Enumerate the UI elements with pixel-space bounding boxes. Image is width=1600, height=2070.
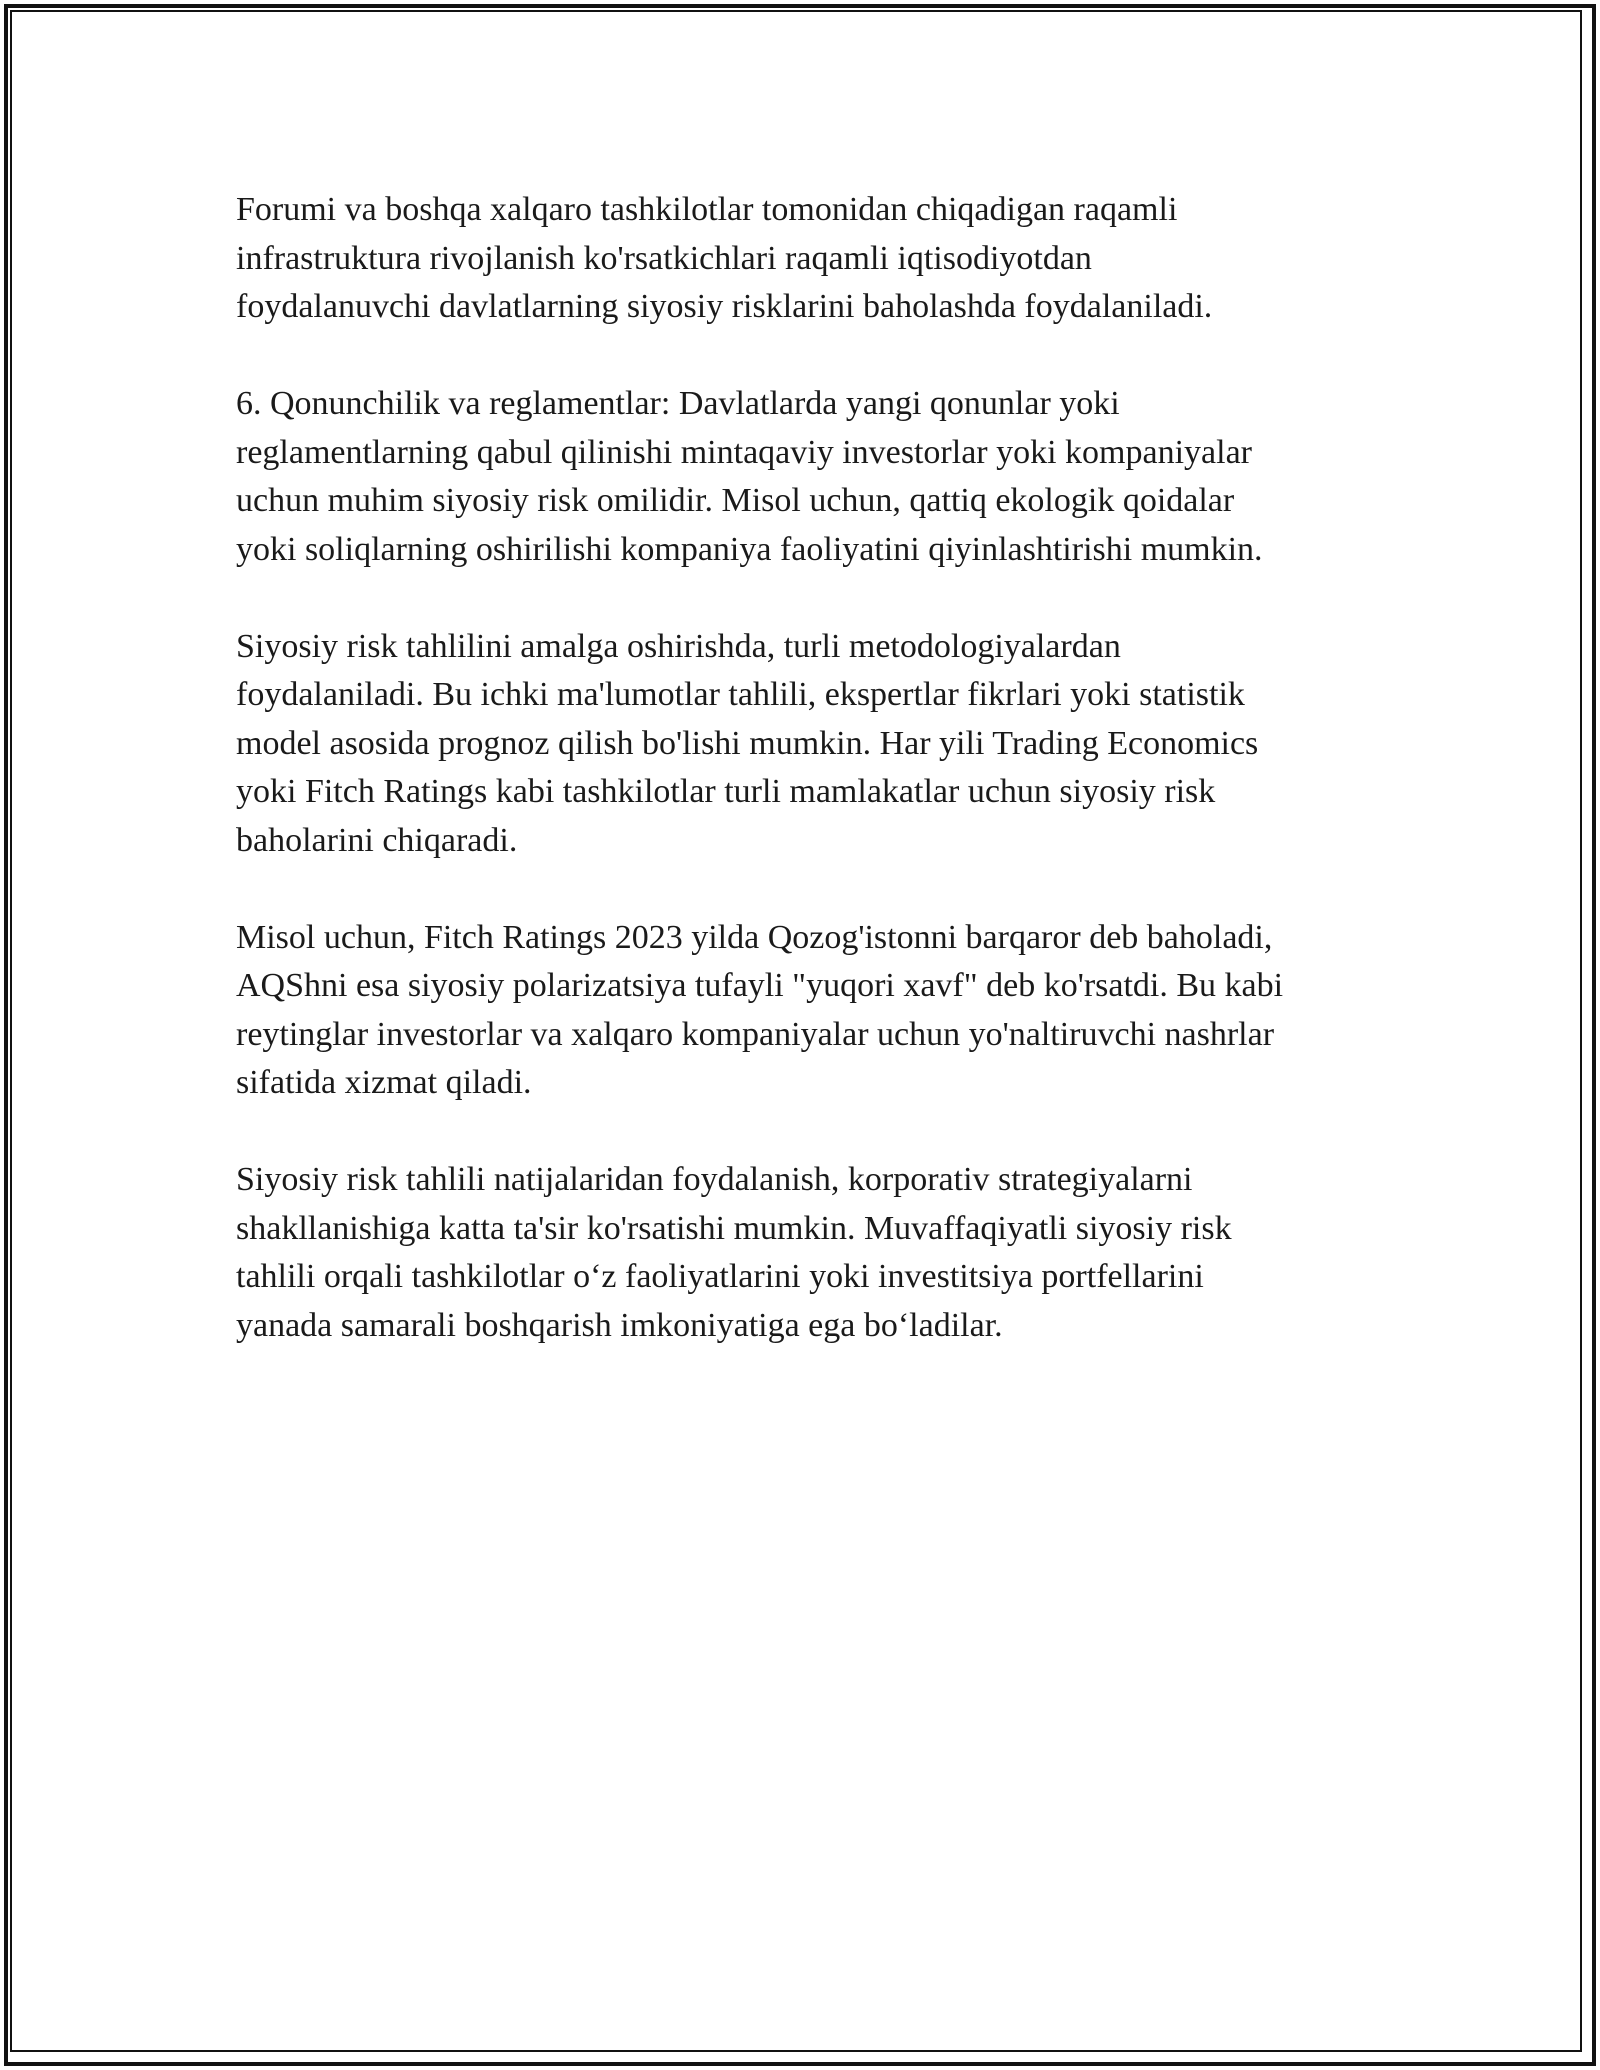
paragraph-legislation: 6. Qonunchilik va reglamentlar: Davlatlarda yangi qonunlar yoki reglamentlarning qabul qilinishi mintaqaviy investorlar yoki kompaniyalar uchun muhim siyosiy risk omilidir. Misol uchun, qattiq ekologik qoidalar yoki soliqlarning oshirilishi kompaniya faoliyatini qiyinlashtirishi mumkin. (236, 385, 1263, 568)
paragraph-corporate-strategy: Siyosiy risk tahlili natijalaridan foydalanish, korporativ strategiyalarni shakllanishiga katta ta'sir ko'rsatishi mumkin. Muvaffaqiyatli siyosiy risk tahlili orqali tashkilotlar oʻz faoliyatlarini yoki investitsiya portfellarini yanada samarali boshqarish imkoniyatiga ega boʻladilar. (236, 1161, 1232, 1344)
paragraph-fitch-example: Misol uchun, Fitch Ratings 2023 yilda Qozog'istonni barqaror deb baholadi, AQShni esa siyosiy polarizatsiya tufayli "yuqori xavf" deb ko'rsatdi. Bu kabi reytinglar investorlar va xalqaro kompaniyalar uchun yo'naltiruvchi nashrlar sifatida xizmat qiladi. (236, 918, 1284, 1101)
paragraph-digital-infrastructure: Forumi va boshqa xalqaro tashkilotlar tomonidan chiqadigan raqamli infrastruktura rivojlanish ko'rsatkichlari raqamli iqtisodiyotdan foydalanuvchi davlatlarning siyosiy risklarini baholashda foydalaniladi. (236, 191, 1213, 325)
document-body (236, 186, 1386, 1399)
paragraph-methodologies: Siyosiy risk tahlilini amalga oshirishda, turli metodologiyalardan foydalaniladi. Bu ichki ma'lumotlar tahlili, ekspertlar fikrlari yoki statistik model asosida prognoz qilish bo'lishi mumkin. Har yili Trading Economics yoki Fitch Ratings kabi tashkilotlar turli mamlakatlar uchun siyosiy risk baholarini chiqaradi. (236, 627, 1259, 859)
